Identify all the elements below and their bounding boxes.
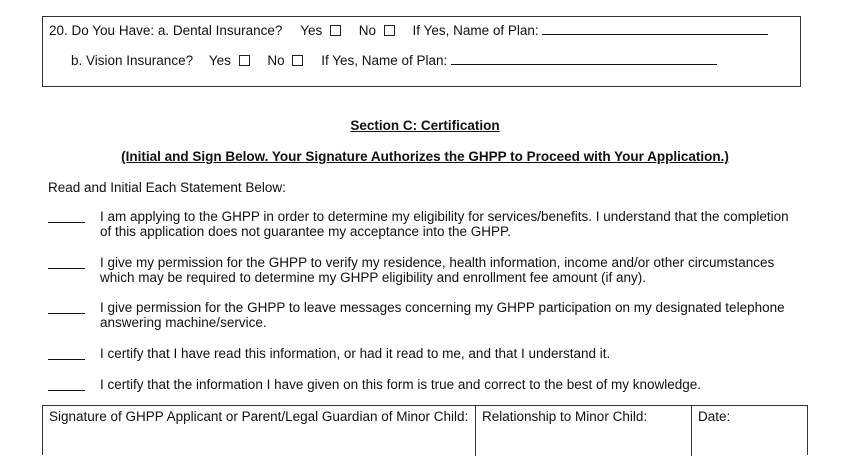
statement-text: I give my permission for the GHPP to verify my residence, health information, income and/or other circumstances which may be required to determine my GHPP eligibility and enrollment fee amount (if any). bbox=[100, 255, 775, 285]
dental-no-checkbox[interactable] bbox=[384, 25, 395, 36]
initials-field[interactable] bbox=[48, 300, 85, 314]
statement-text: I certify that the information I have given on this form is true and correct to the best of my knowledge. bbox=[100, 377, 702, 392]
signature-cell[interactable] bbox=[43, 406, 476, 456]
initials-field[interactable] bbox=[48, 209, 85, 223]
dental-yes-checkbox[interactable] bbox=[330, 25, 341, 36]
relationship-label: Relationship to Minor Child: bbox=[482, 409, 648, 424]
vision-no-checkbox[interactable] bbox=[292, 55, 303, 66]
statement-text: I am applying to the GHPP in order to determine my eligibility for services/benefits. I understand that the completion of this application does not guarantee my acceptance into the GHPP. bbox=[100, 209, 789, 239]
initials-field[interactable] bbox=[48, 255, 85, 269]
instructions-text: Read and Initial Each Statement Below: bbox=[48, 180, 286, 195]
vision-yes-label: Yes bbox=[208, 53, 231, 68]
date-label: Date: bbox=[698, 409, 731, 424]
dental-plan-label: If Yes, Name of Plan: bbox=[412, 23, 539, 38]
vision-insurance-row bbox=[71, 52, 717, 68]
relationship-cell[interactable] bbox=[476, 406, 692, 456]
dental-no-label: No bbox=[358, 23, 377, 38]
signature-table bbox=[42, 405, 808, 455]
section-c-subtitle: (Initial and Sign Below. Your Signature Authorizes the GHPP to Proceed with Your Application.) bbox=[121, 149, 729, 164]
vision-no-label: No bbox=[267, 53, 285, 68]
dental-yes-label: Yes bbox=[300, 23, 323, 38]
vision-yes-checkbox[interactable] bbox=[239, 55, 250, 66]
date-cell[interactable] bbox=[692, 406, 807, 456]
vision-question-label: b. Vision Insurance? bbox=[71, 53, 194, 68]
insurance-question-box bbox=[42, 16, 801, 87]
signature-label: Signature of GHPP Applicant or Parent/Legal Guardian of Minor Child: bbox=[49, 409, 469, 424]
vision-plan-label: If Yes, Name of Plan: bbox=[321, 53, 448, 68]
initials-field[interactable] bbox=[48, 377, 85, 391]
vision-plan-field[interactable] bbox=[451, 52, 717, 65]
statement-text: I give permission for the GHPP to leave messages concerning my GHPP participation on my designated telephone answering machine/service. bbox=[100, 300, 785, 330]
dental-plan-field[interactable] bbox=[542, 22, 768, 35]
dental-insurance-row bbox=[49, 22, 768, 38]
initials-field[interactable] bbox=[48, 346, 85, 360]
section-c-title: Section C: Certification bbox=[350, 118, 500, 133]
statement-text: I certify that I have read this information, or had it read to me, and that I understand it. bbox=[100, 346, 611, 361]
dental-question-label: 20. Do You Have: a. Dental Insurance? bbox=[49, 23, 283, 38]
